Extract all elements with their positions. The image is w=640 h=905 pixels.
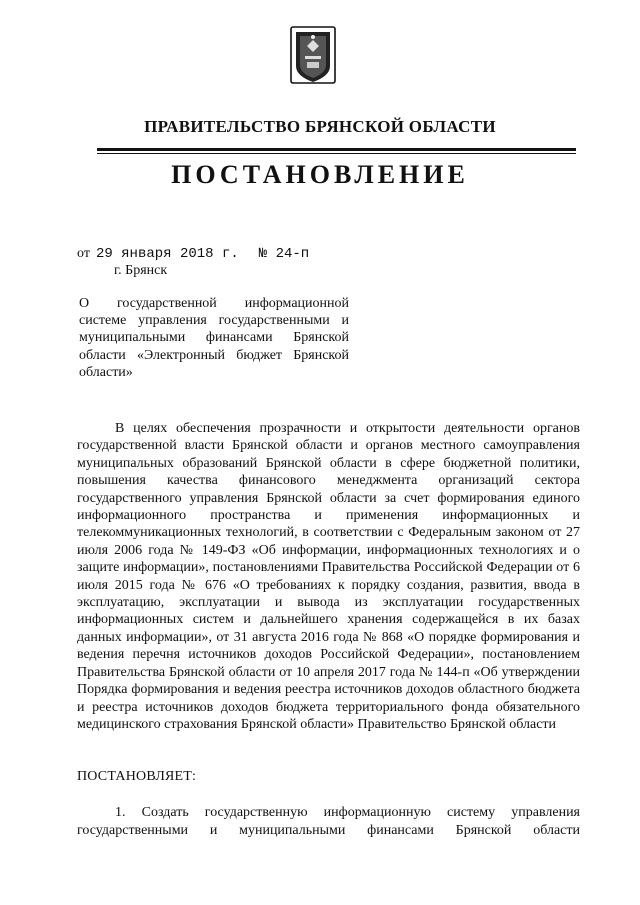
header-rule-thin xyxy=(97,153,576,154)
organization-title: ПРАВИТЕЛЬСТВО БРЯНСКОЙ ОБЛАСТИ xyxy=(144,117,496,136)
date-prefix: от xyxy=(77,246,90,261)
document-date: 29 января 2018 г. xyxy=(95,246,239,262)
document-number: № 24-п xyxy=(258,246,310,262)
document-subject: О государственной информационной системе управления государственными и муниципальными финансами Брянской области «Электронный бюджет Брянской области» xyxy=(79,296,349,380)
resolves-label: ПОСТАНОВЛЯЕТ: xyxy=(77,769,197,784)
coat-of-arms-emblem xyxy=(290,26,336,88)
city-label: г. Брянск xyxy=(114,263,168,278)
header-rule-thick xyxy=(97,148,576,151)
point-1-paragraph: 1. Создать государственную информационную систему управления государственными и муниципальными финансами Брянской области xyxy=(77,805,580,838)
document-type-heading: ПОСТАНОВЛЕНИЕ xyxy=(171,160,469,189)
preamble-paragraph: В целях обеспечения прозрачности и открытости деятельности органов государственной власти Брянской области и органов местного самоуправления муниципальных образований Брянской области в сфере бюджетной политики, повышения качества финансового менеджмента организаций сектора государственного управления Брянской области за счет формирования единого информационного пространства и применения информационных и телекоммуникационных технологий, в соответствии с Федеральным законом от 27 июля 2006 года № 149-ФЗ «Об информации, информационных технологиях и о защите информации», постановлениями Правительства Российской Федерации от 6 июля 2015 года № 676 «О требованиях к порядку создания, развития, ввода в эксплуатацию, эксплуатации и вывода из эксплуатации государственных информационных систем и дальнейшего хранения содержащейся в их базах данных информации», от 31 августа 2016 года № 868 «О порядке формирования и ведения перечня источников доходов Российской Федерации», постановлением Правительства Брянской области от 10 апреля 2017 года № 144-п «Об утверждении Порядка формирования и ведения реестра источников доходов областного бюджета и реестра источников доходов бюджета территориального фонда обязательного медицинского страхования Брянской области» Правительство Брянской области xyxy=(77,421,580,732)
date-number-line xyxy=(77,246,309,262)
